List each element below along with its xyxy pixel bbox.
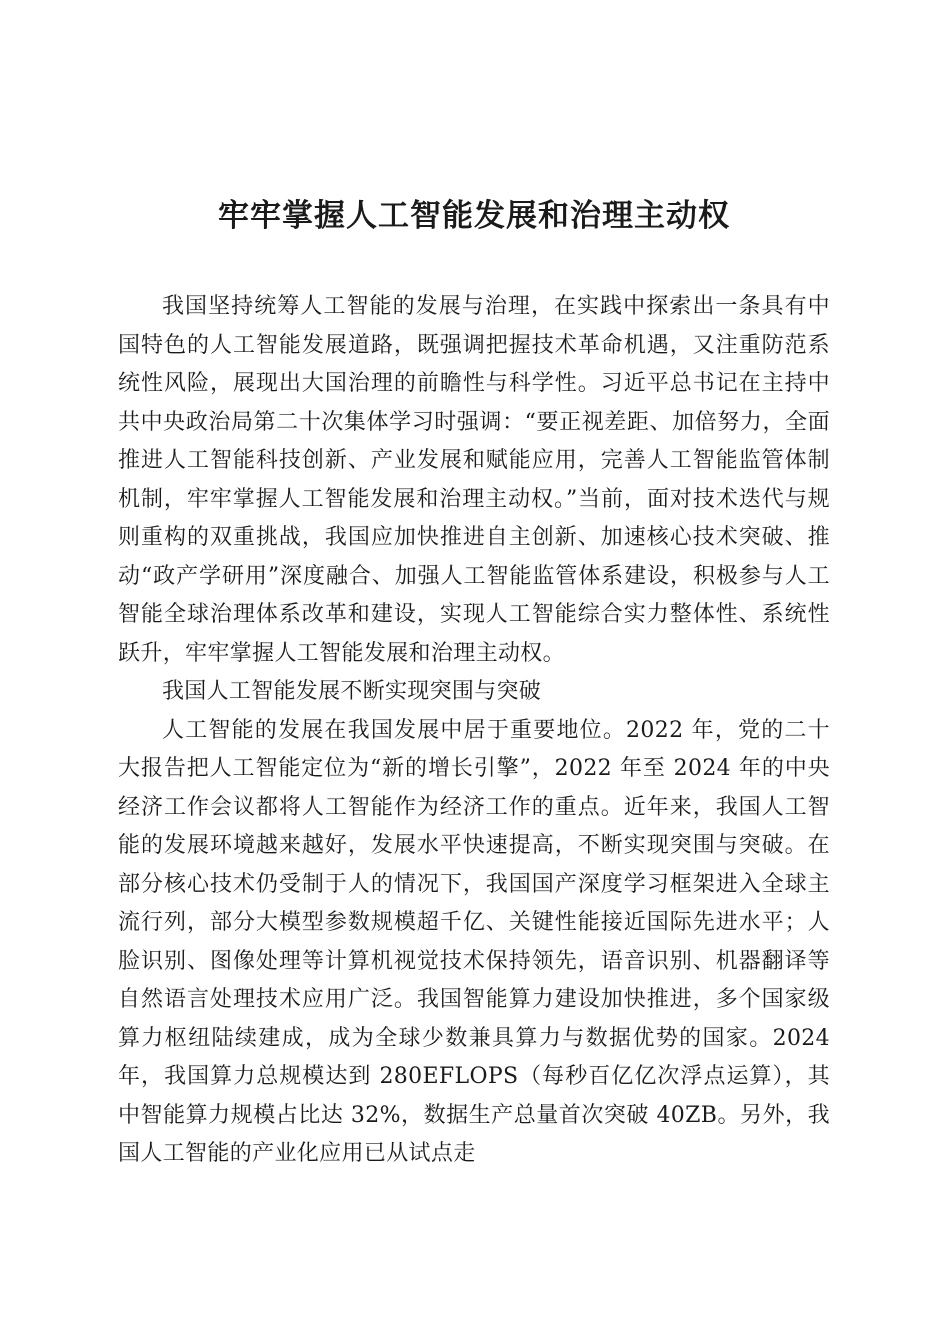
body-paragraph: 人工智能的发展在我国发展中居于重要地位。2022 年，党的二十大报告把人工智能定位为“新的增长引擎”，2022 年至 2024 年的中央经济工作会议都将人工智能作为经济工作的重点。近年来，我国人工智能的发展环境越来越好，发展水平快速提高，不断实现突围与突破。在部分核心技术仍受制于人的情况下，我国国产深度学习框架进入全球主流行列，部分大模型参数规模超千亿、关键性能接近国际先进水平；人脸识别、图像处理等计算机视觉技术保持领先，语音识别、机器翻译等自然语言处理技术应用广泛。我国智能算力建设加快推进，多个国家级算力枢纽陆续建成，成为全球少数兼具算力与数据优势的国家。2024 年，我国算力总规模达到 280EFLOPS（每秒百亿亿次浮点运算），其中智能算力规模占比达 32%，数据生产总量首次突破 40ZB。另外，我国人工智能的产业化应用已从试点走 xyxy=(118,717,830,1166)
document-title: 牢牢掌握人工智能发展和治理主动权 xyxy=(218,198,730,234)
section-heading: 我国人工智能发展不断实现突围与突破 xyxy=(162,679,542,704)
intro-paragraph: 我国坚持统筹人工智能的发展与治理，在实践中探索出一条具有中国特色的人工智能发展道路，既强调把握技术革命机遇，又注重防范系统性风险，展现出大国治理的前瞻性与科学性。习近平总书记在主持中共中央政治局第二十次集体学习时强调：“要正视差距、加倍努力，全面推进人工智能科技创新、产业发展和赋能应用，完善人工智能监管体制机制，牢牢掌握人工智能发展和治理主动权。”当前，面对技术迭代与规则重构的双重挑战，我国应加快推进自主创新、加速核心技术突破、推动“政产学研用”深度融合、加强人工智能监管体系建设，积极参与人工智能全球治理体系改革和建设，实现人工智能综合实力整体性、系统性跃升，牢牢掌握人工智能发展和治理主动权。 xyxy=(118,294,830,666)
document-body xyxy=(118,288,830,1174)
